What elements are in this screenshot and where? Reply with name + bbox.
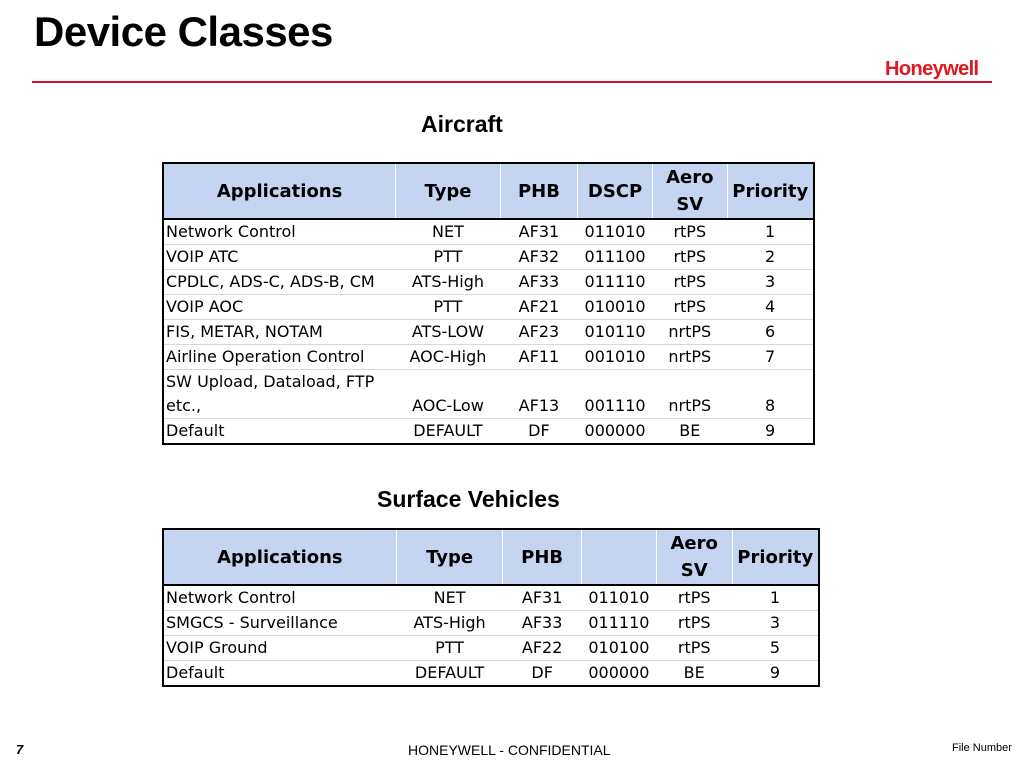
cell-type: NET [396, 585, 503, 611]
cell-application: Default [166, 663, 225, 682]
cell-aero-sv: rtPS [652, 295, 727, 320]
cell-phb: AF31 [500, 219, 577, 245]
cell-application: Network Control [163, 585, 396, 611]
cell-aero-sv: rtPS [652, 219, 727, 245]
cell-phb: AF22 [503, 636, 582, 661]
header-dscp: DSCP [578, 163, 653, 219]
cell-priority: 4 [727, 295, 814, 320]
cell-type: PTT [396, 295, 501, 320]
cell-priority: 7 [727, 345, 814, 370]
cell-priority: 5 [732, 636, 819, 661]
cell-phb: AF31 [503, 585, 582, 611]
cell-application: SMGCS - Surveillance [163, 611, 396, 636]
cell-priority: 9 [764, 421, 776, 440]
header-priority: Priority [732, 529, 819, 585]
cell-aero-sv: rtPS [652, 245, 727, 270]
cell-dscp: 011110 [578, 270, 653, 295]
header-phb: PHB [500, 163, 577, 219]
cell-application: VOIP Ground [163, 636, 396, 661]
cell-dscp: 000000 [584, 421, 646, 440]
cell-aero-sv: BE [679, 421, 701, 440]
cell-priority: 3 [732, 611, 819, 636]
header-priority: Priority [727, 163, 814, 219]
header-applications: Applications [163, 163, 396, 219]
cell-type: ATS-High [396, 611, 503, 636]
cell-type: DEFAULT [413, 421, 483, 440]
table-row [163, 585, 819, 611]
table-row [163, 370, 814, 419]
cell-phb: AF33 [500, 270, 577, 295]
cell-aero-sv: rtPS [656, 636, 732, 661]
cell-dscp: 011100 [578, 245, 653, 270]
cell-aero-sv: nrtPS [652, 370, 727, 419]
honeywell-logo: Honeywell [885, 58, 979, 80]
table-row [163, 295, 814, 320]
aircraft-section-title: Aircraft [421, 111, 503, 137]
cell-dscp: 011010 [581, 585, 656, 611]
cell-type: AOC-High [396, 345, 501, 370]
cell-priority: 8 [727, 370, 814, 419]
cell-type: DEFAULT [414, 663, 485, 682]
table-row [163, 320, 814, 345]
cell-dscp: 011110 [581, 611, 656, 636]
cell-dscp: 010110 [578, 320, 653, 345]
cell-aero-sv: nrtPS [652, 320, 727, 345]
cell-priority: 3 [727, 270, 814, 295]
header-type: Type [396, 163, 501, 219]
cell-priority: 6 [727, 320, 814, 345]
cell-application: SW Upload, Dataload, FTP etc., [163, 370, 396, 419]
cell-phb: AF32 [500, 245, 577, 270]
title-divider [32, 81, 992, 83]
cell-application: Default [166, 421, 225, 440]
table-row [163, 270, 814, 295]
cell-phb: DF [531, 663, 553, 682]
cell-dscp: 011010 [578, 219, 653, 245]
cell-aero-sv: rtPS [656, 585, 732, 611]
confidential-label: HONEYWELL - CONFIDENTIAL [408, 742, 611, 758]
file-number-label: File Number [952, 742, 1012, 754]
cell-phb: DF [528, 421, 550, 440]
cell-aero-sv: rtPS [656, 611, 732, 636]
aircraft-table [162, 162, 815, 445]
cell-priority: 2 [727, 245, 814, 270]
cell-application: VOIP AOC [163, 295, 396, 320]
cell-aero-sv: BE [683, 663, 705, 682]
table-row [163, 611, 819, 636]
table-row [163, 636, 819, 661]
cell-type: ATS-High [396, 270, 501, 295]
table-row [163, 661, 819, 687]
cell-phb: AF13 [500, 370, 577, 419]
surface-vehicles-table [162, 528, 820, 687]
cell-type: AOC-Low [396, 370, 501, 419]
header-blank [581, 529, 656, 585]
cell-dscp: 001010 [578, 345, 653, 370]
cell-application: VOIP ATC [163, 245, 396, 270]
table-row [163, 345, 814, 370]
cell-application: Airline Operation Control [163, 345, 396, 370]
header-type: Type [396, 529, 503, 585]
cell-type: NET [396, 219, 501, 245]
cell-priority: 1 [732, 585, 819, 611]
cell-priority: 1 [727, 219, 814, 245]
table-header-row [163, 163, 814, 219]
cell-phb: AF21 [500, 295, 577, 320]
table-row [163, 245, 814, 270]
header-aero-sv: Aero SV [656, 529, 732, 585]
slide-title: Device Classes [34, 8, 333, 55]
table-header-row [163, 529, 819, 585]
cell-dscp: 000000 [588, 663, 650, 682]
cell-application: FIS, METAR, NOTAM [163, 320, 396, 345]
cell-phb: AF33 [503, 611, 582, 636]
cell-dscp: 001110 [578, 370, 653, 419]
page-number: 7 [16, 742, 24, 757]
cell-type: ATS-LOW [396, 320, 501, 345]
cell-aero-sv: rtPS [652, 270, 727, 295]
cell-type: PTT [396, 245, 501, 270]
cell-application: Network Control [163, 219, 396, 245]
surface-section-title: Surface Vehicles [377, 486, 560, 512]
header-applications: Applications [163, 529, 396, 585]
cell-application: CPDLC, ADS-C, ADS-B, CM [163, 270, 396, 295]
cell-phb: AF23 [500, 320, 577, 345]
cell-dscp: 010010 [578, 295, 653, 320]
cell-type: PTT [396, 636, 503, 661]
header-aero-sv: Aero SV [652, 163, 727, 219]
cell-priority: 9 [769, 663, 781, 682]
cell-aero-sv: nrtPS [652, 345, 727, 370]
header-phb: PHB [503, 529, 582, 585]
cell-phb: AF11 [500, 345, 577, 370]
table-row [163, 419, 814, 445]
table-row [163, 219, 814, 245]
cell-dscp: 010100 [581, 636, 656, 661]
